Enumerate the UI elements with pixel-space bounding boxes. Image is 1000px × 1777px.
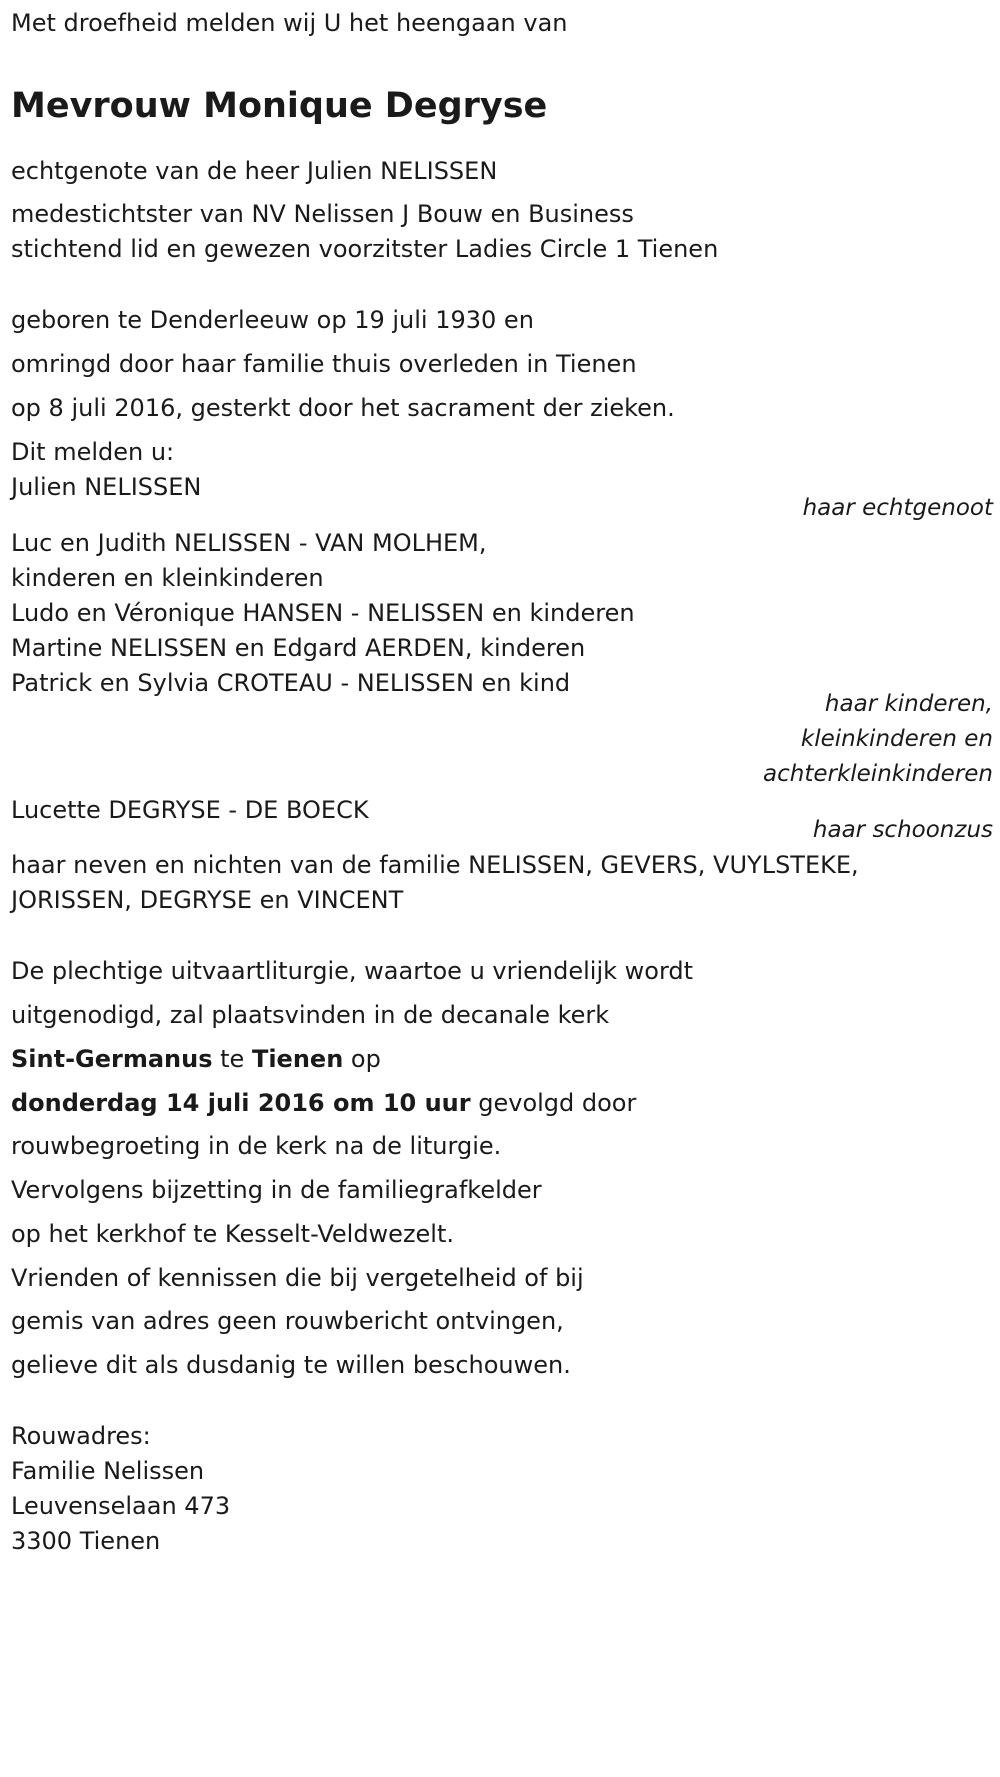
children-role-1: haar kinderen, [824,691,993,717]
funeral-line-7: op het kerkhof te Kesselt-Veldwezelt. [11,1220,455,1248]
funeral-datetime-line [11,1088,636,1118]
sister-in-law-role: haar schoonzus [812,817,993,843]
op-text: op [343,1045,381,1073]
deceased-name: Mevrouw Monique Degryse [11,86,548,126]
children-line-3: Ludo en Véronique HANSEN - NELISSEN en kinderen [11,599,635,627]
children-line-2: kinderen en kleinkinderen [11,564,324,592]
address-family: Familie Nelissen [11,1457,205,1485]
funeral-line-9: gemis van adres geen rouwbericht ontvingen, [11,1307,564,1335]
funeral-line-5: rouwbegroeting in de kerk na de liturgie. [11,1132,502,1160]
announce-label: Dit melden u: [11,438,175,466]
followed-text: gevolgd door [470,1089,637,1117]
birth-death-line-2: omringd door haar familie thuis overleden in Tienen [11,350,637,378]
children-line-4: Martine NELISSEN en Edgard AERDEN, kinderen [11,634,586,662]
children-role-3: achterkleinkinderen [763,761,993,787]
funeral-datetime: donderdag 14 juli 2016 om 10 uur [11,1089,471,1117]
spouse-name: Julien NELISSEN [11,473,202,501]
birth-death-line-3: op 8 juli 2016, gesterkt door het sacrament der zieken. [11,394,675,422]
funeral-line-8: Vrienden of kennissen die bij vergetelheid of bij [11,1264,584,1292]
intro-text: Met droefheid melden wij U het heengaan van [11,9,568,37]
relatives-line-1: haar neven en nichten van de familie NELISSEN, GEVERS, VUYLSTEKE, [11,851,859,879]
te-text: te [212,1045,252,1073]
address-street: Leuvenselaan 473 [11,1492,231,1520]
funeral-line-10: gelieve dit als dusdanig te willen beschouwen. [11,1351,571,1379]
bio-line-1: echtgenote van de heer Julien NELISSEN [11,157,498,185]
children-line-5: Patrick en Sylvia CROTEAU - NELISSEN en kind [11,669,571,697]
address-city: 3300 Tienen [11,1527,161,1555]
church-city: Tienen [251,1045,344,1073]
children-role-2: kleinkinderen en [800,726,993,752]
funeral-line-1: De plechtige uitvaartliturgie, waartoe u vriendelijk wordt [11,957,694,985]
spouse-role: haar echtgenoot [802,495,993,521]
address-label: Rouwadres: [11,1422,151,1450]
bio-line-2: medestichtster van NV Nelissen J Bouw en Business [11,200,634,228]
funeral-line-2: uitgenodigd, zal plaatsvinden in de decanale kerk [11,1001,610,1029]
relatives-line-2: JORISSEN, DEGRYSE en VINCENT [11,886,404,914]
birth-death-line-1: geboren te Denderleeuw op 19 juli 1930 en [11,306,534,334]
children-line-1: Luc en Judith NELISSEN - VAN MOLHEM, [11,529,487,557]
funeral-line-6: Vervolgens bijzetting in de familiegrafkelder [11,1176,542,1204]
funeral-church-line [11,1044,381,1074]
bio-line-3: stichtend lid en gewezen voorzitster Ladies Circle 1 Tienen [11,235,719,263]
sister-in-law-name: Lucette DEGRYSE - DE BOECK [11,796,369,824]
church-name: Sint-Germanus [11,1045,213,1073]
